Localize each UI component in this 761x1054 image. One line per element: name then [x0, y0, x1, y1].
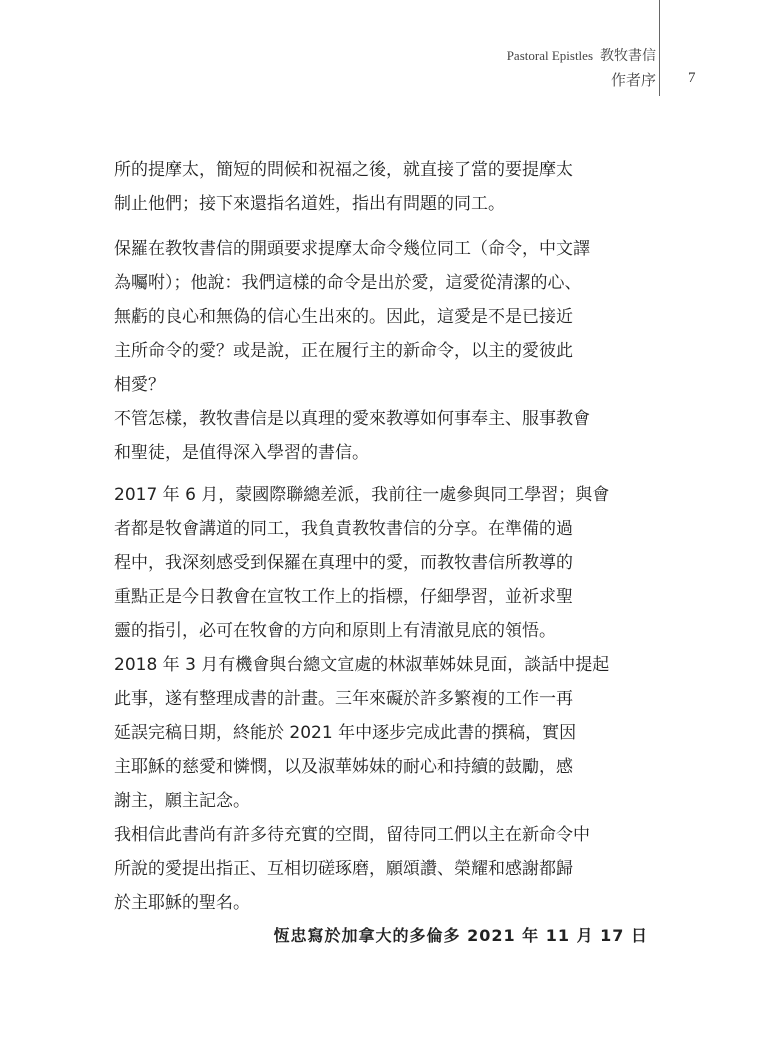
paragraph-3	[114, 402, 650, 470]
paragraph-6	[114, 818, 650, 920]
text-line: 我相信此書尚有許多待充實的空間，留待同工們以主在新命令中	[114, 825, 590, 845]
text-line: 2017 年 6 月，蒙國際聯總差派，我前往一處參與同工學習；與會	[114, 485, 610, 505]
header-divider	[659, 0, 660, 96]
paragraph-1	[114, 153, 650, 221]
running-header	[507, 44, 656, 93]
text-line: 於主耶穌的聖名。	[114, 893, 250, 913]
book-title	[507, 44, 656, 69]
text-line: 靈的指引，必可在牧會的方向和原則上有清澈見底的領悟。	[114, 621, 556, 641]
text-line: 重點正是今日教會在宣牧工作上的指標，仔細學習，並祈求聖	[114, 587, 573, 607]
text-line: 者都是牧會講道的同工，我負責教牧書信的分享。在準備的過	[114, 519, 573, 539]
book-title-en: Pastoral Epistles	[506, 48, 593, 63]
text-line: 所的提摩太，簡短的問候和祝福之後，就直接了當的要提摩太	[114, 160, 573, 180]
text-line: 2018 年 3 月有機會與台總文宣處的林淑華姊妹見面，談話中提起	[114, 655, 610, 675]
author-signature: 恆忠寫於加拿大的多倫多 2021 年 11 月 17 日	[273, 926, 648, 945]
text-line: 主耶穌的慈愛和憐憫，以及淑華姊妹的耐心和持續的鼓勵，感	[114, 757, 573, 777]
text-line: 謝主，願主記念。	[114, 791, 250, 811]
text-line: 主所命令的愛？或是說，正在履行主的新命令，以主的愛彼此	[114, 341, 573, 361]
book-title-zh: 教牧書信	[600, 49, 656, 64]
text-line: 所說的愛提出指正、互相切磋琢磨，願頌讚、榮耀和感謝都歸	[114, 859, 573, 879]
text-line: 相愛？	[114, 375, 165, 395]
paragraph-5	[114, 648, 650, 818]
text-line: 此事，遂有整理成書的計畫。三年來礙於許多繁複的工作一再	[114, 689, 573, 709]
text-line: 不管怎樣，教牧書信是以真理的愛來教導如何事奉主、服事教會	[114, 409, 590, 429]
text-line: 和聖徒，是值得深入學習的書信。	[114, 443, 369, 463]
text-line: 保羅在教牧書信的開頭要求提摩太命令幾位同工（命令，中文譯	[114, 239, 590, 259]
text-line: 為囑咐）；他說：我們這樣的命令是出於愛，這愛從清潔的心、	[114, 273, 582, 293]
paragraph-2	[114, 232, 650, 402]
page-number: 7	[688, 70, 696, 86]
text-line: 延誤完稿日期，終能於 2021 年中逐步完成此書的撰稿，實因	[114, 723, 577, 743]
text-line: 無虧的良心和無偽的信心生出來的。因此，這愛是不是已接近	[114, 307, 573, 327]
text-line: 程中，我深刻感受到保羅在真理中的愛，而教牧書信所教導的	[114, 553, 573, 573]
text-line: 制止他們；接下來還指名道姓，指出有問題的同工。	[114, 194, 505, 214]
section-title: 作者序	[610, 73, 656, 89]
paragraph-4	[114, 478, 650, 648]
